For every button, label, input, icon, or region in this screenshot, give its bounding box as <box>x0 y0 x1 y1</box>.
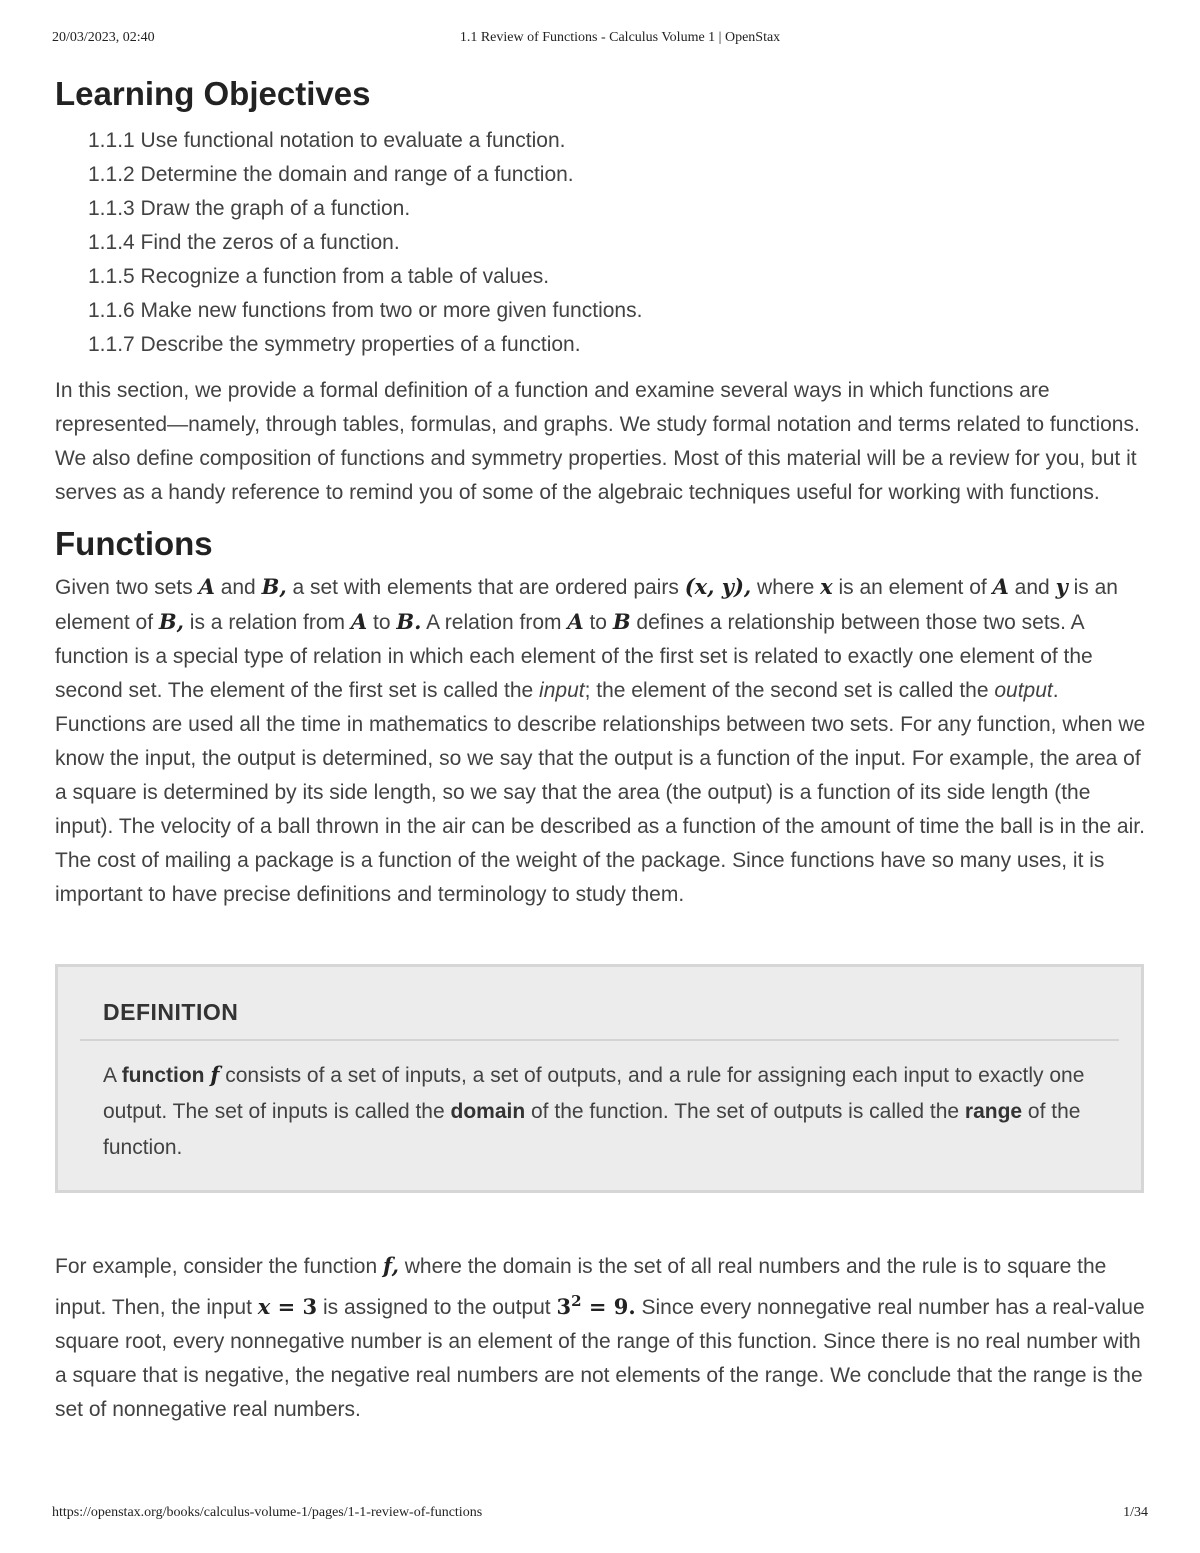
math-x: x <box>820 574 833 599</box>
math-y: y <box>1055 574 1068 599</box>
objective-item: 1.1.5 Recognize a function from a table of values. <box>88 265 550 288</box>
objective-item: 1.1.4 Find the zeros of a function. <box>88 231 400 254</box>
definition-title: DEFINITION <box>103 999 239 1025</box>
term-function: function <box>121 1064 205 1087</box>
term-input: input <box>539 679 585 702</box>
math-exponent: 2 <box>571 1292 582 1310</box>
term-range: range <box>964 1100 1023 1123</box>
intro-paragraph: In this section, we provide a formal definition of a function and examine several ways in which functions are represented—namely, through tables, formulas, and graphs. We study formal notation and terms related to functions. We also define composition of functions and symmetry properties. Most of this material will be a review for you, but it serves as a handy reference to remind you of some of the algebraic techniques useful for working with functions. <box>55 379 1140 504</box>
print-datetime: 20/03/2023, 02:40 <box>52 30 155 45</box>
math-equals-9: = 9. <box>581 1294 636 1319</box>
math-set-b: B, <box>158 609 184 634</box>
math-equals-3: = 3 <box>270 1294 318 1319</box>
page-content <box>55 70 1150 1427</box>
print-page-number: 1/34 <box>1123 1505 1148 1520</box>
objective-item: 1.1.1 Use functional notation to evaluate a function. <box>88 129 566 152</box>
term-output: output <box>994 679 1053 702</box>
learning-objectives-heading: Learning Objectives <box>55 75 371 112</box>
definition-body: A function f consists of a set of inputs, a set of outputs, and a rule for assigning each input to exactly one output. The set of inputs is called the domain of the function. The set of outputs is called the range of the function. <box>103 1062 1085 1159</box>
objective-item: 1.1.7 Describe the symmetry properties of a function. <box>88 333 581 356</box>
math-set-b: B <box>612 609 631 634</box>
math-set-a: A <box>350 609 368 634</box>
math-set-a: A <box>567 609 584 634</box>
example-paragraph: For example, consider the function f, where the domain is the set of all real numbers and the rule is to square the input. Then, the input x = 3 is assigned to the output $3^2 = 9$. Since every nonnegative real number has a real-value square root, every nonnegative number is an element of the range of this function. Since there is no real number with a square that is negative, the negative real numbers are not elements of the range. We conclude that the range is the set of nonnegative real numbers. <box>55 1253 1145 1421</box>
objective-item: 1.1.6 Make new functions from two or more given functions. <box>88 299 643 322</box>
math-ordered-pair: (x, y), <box>684 574 752 599</box>
math-f: f, <box>383 1253 399 1278</box>
print-page-title: 1.1 Review of Functions - Calculus Volume 1 | OpenStax <box>459 30 781 45</box>
functions-paragraph: Given two sets A and B, a set with elements that are ordered pairs (x, y), where x is an element of A and y is an element of B, is a relation from A to B. A relation from A to B defines a relationship between those two sets. A function is a special type of relation in which each element of the first set is related to exactly one element of the second set. The element of the first set is called the input; the element of the second set is called the output. Functions are used all the time in mathematics to describe relationships between two sets. For any function, when we know the input, the output is determined, so we say that the output is a function of the input. For example, the area of a square is determined by its side length, so we say that the area (the output) is a function of its side length (the input). The velocity of a ball thrown in the air can be described as a function of the amount of time the ball is in the air. The cost of mailing a package is a function of the weight of the package. Since functions have so many uses, it is important to have precise definitions and terminology to study them. <box>55 574 1146 906</box>
math-x: x <box>257 1294 271 1319</box>
math-set-b: B, <box>261 574 287 599</box>
objective-item: 1.1.2 Determine the domain and range of a function. <box>88 163 574 186</box>
objective-item: 1.1.3 Draw the graph of a function. <box>88 197 411 220</box>
learning-objectives-list <box>55 124 1150 362</box>
math-f: f <box>210 1062 220 1087</box>
print-url: https://openstax.org/books/calculus-volume-1/pages/1-1-review-of-functions <box>52 1505 483 1520</box>
term-domain: domain <box>450 1100 526 1123</box>
math-base: 3 <box>556 1294 572 1319</box>
math-set-a: A <box>198 574 215 599</box>
math-set-a: A <box>992 574 1009 599</box>
definition-box <box>55 964 1144 1193</box>
math-set-b: B. <box>396 609 422 634</box>
functions-heading: Functions <box>55 525 213 562</box>
